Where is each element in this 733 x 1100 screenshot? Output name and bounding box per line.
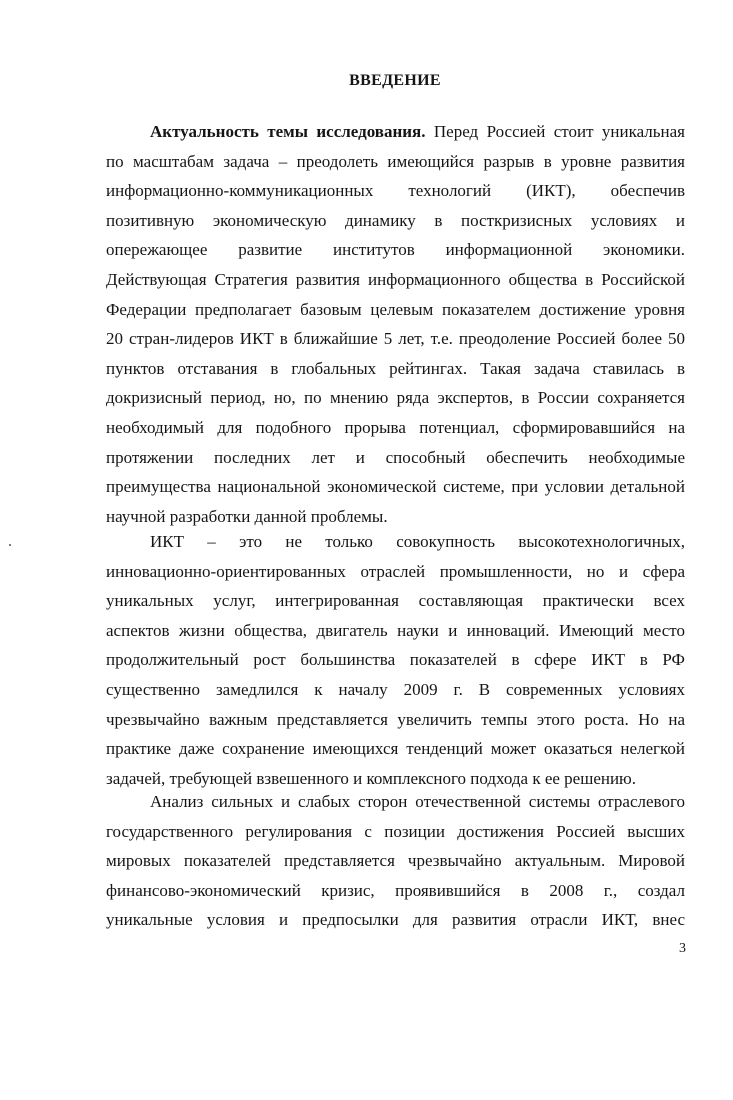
paragraph-line-text: Перед Россией стоит уникальная	[425, 122, 685, 141]
paragraph-relevance	[106, 117, 685, 531]
paragraph-line: пунктов отставания в глобальных рейтингах. Такая задача ставилась в	[106, 358, 685, 378]
page-number: 3	[679, 941, 686, 956]
paragraph-line: Действующая Стратегия развития информационного общества в Российской	[106, 269, 685, 289]
paragraph-line: Федерации предполагает базовым целевым показателем достижение уровня	[106, 299, 685, 319]
paragraph-line	[106, 117, 685, 147]
paragraph-line: докризисный период, но, по мнению ряда экспертов, в России сохраняется	[106, 388, 685, 408]
paragraph-line: финансово-экономический кризис, проявившийся в 2008 г., создал	[106, 880, 685, 900]
paragraph-line: Анализ сильных и слабых сторон отечественной системы отраслевого	[150, 792, 685, 811]
paragraph-line: существенно замедлился к началу 2009 г. В современных условиях	[106, 679, 685, 699]
paragraph-line: задачей, требующей взвешенного и комплексного подхода к ее решению.	[106, 768, 637, 788]
paragraph-analysis	[106, 787, 685, 935]
paragraph-line: опережающее развитие институтов информационной экономики.	[106, 240, 685, 260]
page-title: ВВЕДЕНИЕ	[349, 72, 441, 89]
paragraph-line: уникальные условия и предпосылки для развития отрасли ИКТ, внес	[106, 910, 685, 930]
paragraph-line: ИКТ – это не только совокупность высокотехнологичных,	[150, 532, 685, 551]
paragraph-line: уникальных услуг, интегрированная составляющая практически всех	[106, 591, 685, 611]
paragraph-line: мировых показателей представляется чрезвычайно актуальным. Мировой	[106, 851, 685, 871]
paragraph-line: информационно-коммуникационных технологий (ИКТ), обеспечив	[106, 181, 685, 201]
paragraph-line: государственного регулирования с позиции достижения Россией высших	[106, 821, 685, 841]
paragraph-line: по масштабам задача – преодолеть имеющийся разрыв в уровне развития	[106, 151, 685, 171]
paragraph-line: преимущества национальной экономической системе, при условии детальной	[106, 477, 685, 497]
paragraph-line: позитивную экономическую динамику в посткризисных условиях и	[106, 210, 685, 230]
paragraph-lead-heading: Актуальность темы исследования.	[150, 122, 426, 141]
paragraph-line: аспектов жизни общества, двигатель науки и инноваций. Имеющий место	[106, 620, 685, 640]
scan-speck	[9, 544, 11, 546]
paragraph-line: 20 стран-лидеров ИКТ в ближайшие 5 лет, т.е. преодоление Россией более 50	[106, 329, 685, 349]
paragraph-line: продолжительный рост большинства показателей в сфере ИКТ в РФ	[106, 650, 685, 670]
paragraph-line: практике даже сохранение имеющихся тенденций может оказаться нелегкой	[106, 739, 685, 759]
paragraph-ict-definition	[106, 527, 685, 793]
paragraph-line: протяжении последних лет и способный обеспечить необходимые	[106, 447, 685, 467]
paragraph-line: научной разработки данной проблемы.	[106, 506, 388, 526]
paragraph-line: инновационно-ориентированных отраслей промышленности, но и сфера	[106, 561, 685, 581]
paragraph-line: чрезвычайно важным представляется увеличить темпы этого роста. Но на	[106, 709, 685, 729]
paragraph-line: необходимый для подобного прорыва потенциал, сформировавшийся на	[106, 417, 685, 437]
